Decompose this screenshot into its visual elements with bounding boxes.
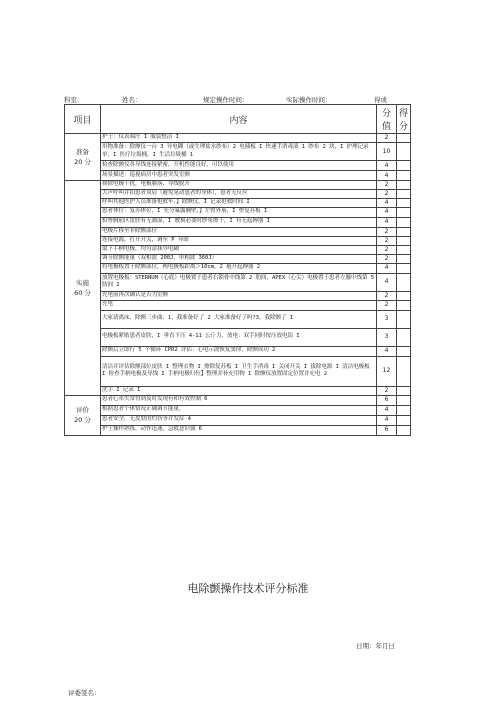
item-score-cell[interactable] bbox=[397, 217, 411, 227]
item-content: 清洁并评估除颤部位皮肤 I 整理衣物 I 擦除复苏板 I 卫生手消毒 I 关闭开关 I 拔除电源 I 清洁电极板 I 检查手柄电极及导线 I 手柄电极归位】整理并补充用物 I 除颤仪放置固定位置并充电 2 bbox=[101, 356, 377, 386]
item-points: 2 bbox=[377, 254, 397, 263]
item-score-cell[interactable] bbox=[397, 310, 411, 328]
item-content: 调节除颤能量（双相波 200J，单相波 360J） bbox=[101, 254, 377, 263]
item-content: 取下手柄电极，均匀涂抹导电糊 bbox=[101, 245, 377, 254]
item-points: 2 bbox=[377, 181, 397, 190]
item-points: 2 bbox=[377, 134, 397, 143]
item-points: 4 bbox=[377, 263, 397, 273]
item-content: 检查胸前区皮肤有无潮湿，I 敷损必要时纱布擦干，I 有无起搏器 I bbox=[101, 217, 377, 227]
item-score-cell[interactable] bbox=[397, 356, 411, 386]
col-score-header: 得分 bbox=[397, 105, 411, 134]
name-label: 姓名： bbox=[122, 96, 142, 104]
col-content-header: 内容 bbox=[101, 105, 377, 134]
item-score-cell[interactable] bbox=[397, 190, 411, 199]
table-row bbox=[65, 291, 411, 300]
item-score-cell[interactable] bbox=[397, 245, 411, 254]
item-points: 3 bbox=[377, 310, 397, 328]
item-content: 用物准备：除颤仪一台 3 导电糊（或生理盐水纱布）2 电插板 I 快速手消毒液 1 纱布 2 块，I 护理记录单，I 医疗垃圾桶，I 生活垃圾桶 1 bbox=[101, 143, 377, 161]
item-score-cell[interactable] bbox=[397, 171, 411, 181]
table-row bbox=[65, 386, 411, 395]
item-content: 检查除颤仪各导线连接紧密，开机性能良好，可以使用 bbox=[101, 161, 377, 171]
table-row bbox=[65, 227, 411, 236]
item-score-cell[interactable] bbox=[397, 328, 411, 346]
table-row bbox=[65, 181, 411, 190]
item-score-cell[interactable] bbox=[397, 254, 411, 263]
item-score-cell[interactable] bbox=[397, 161, 411, 171]
table-row bbox=[65, 395, 411, 405]
item-score-cell[interactable] bbox=[397, 236, 411, 245]
item-score-cell[interactable] bbox=[397, 300, 411, 310]
item-points: 6 bbox=[377, 395, 397, 405]
date-field: 日期：年月曰 bbox=[356, 642, 395, 650]
item-score-cell[interactable] bbox=[397, 415, 411, 425]
item-points: 2 bbox=[377, 190, 397, 199]
item-content: 除颤后立即行 5 个循环 CPR2 评估：心电示波恢复窦律，除颤成功 2 bbox=[101, 346, 377, 356]
table-row bbox=[65, 190, 411, 199]
item-content: 呼叫其他医护人员准备抢救车、】除颤仪，I 记录抢救时间 I bbox=[101, 198, 377, 207]
table-row bbox=[65, 236, 411, 245]
item-content: 患者体位：复苏体位，I 充分暴露胸壁，】左臂外展，I 垫复苏板 I bbox=[101, 207, 377, 217]
planned-time-label: 规定操作时间： bbox=[203, 96, 249, 104]
item-content: 护士：仪表端庄 I 服装整洁 I bbox=[101, 134, 377, 143]
table-row bbox=[65, 217, 411, 227]
col-points-header: 分值 bbox=[377, 105, 397, 134]
table-row bbox=[65, 207, 411, 217]
item-score-cell[interactable] bbox=[397, 273, 411, 291]
table-row bbox=[65, 310, 411, 328]
item-points: 3 bbox=[377, 328, 397, 346]
table-row bbox=[65, 273, 411, 291]
actual-time-label: 实际操作时间： bbox=[286, 96, 332, 104]
item-score-cell[interactable] bbox=[397, 263, 411, 273]
item-content: 患者心率失常得到及时发现有和有效控制 6 bbox=[101, 395, 377, 405]
score-label: 得或 bbox=[374, 96, 387, 104]
item-score-cell[interactable] bbox=[397, 291, 411, 300]
item-content: 护士操作熟练，动作迅速，急救意识强 6 bbox=[101, 425, 377, 435]
item-score-cell[interactable] bbox=[397, 143, 411, 161]
table-row bbox=[65, 415, 411, 425]
item-content: 充电 bbox=[101, 300, 377, 310]
room-label: 科室： bbox=[64, 96, 84, 104]
item-score-cell[interactable] bbox=[397, 425, 411, 435]
table-header-row bbox=[65, 105, 411, 134]
table-row bbox=[65, 134, 411, 143]
section-label: 准备 20 分 bbox=[65, 134, 101, 181]
table-row bbox=[65, 143, 411, 161]
table-row bbox=[65, 161, 411, 171]
judge-signature-field: 评委签名： bbox=[68, 689, 101, 697]
scoring-table bbox=[64, 104, 411, 436]
item-content: 洗手 I 记录 I bbox=[101, 386, 377, 395]
table-row bbox=[65, 245, 411, 254]
item-points: 6 bbox=[377, 425, 397, 435]
item-content: 充电前再次确认是否为室颤 bbox=[101, 291, 377, 300]
item-content: 电极片移至非除颤部位 bbox=[101, 227, 377, 236]
table-row bbox=[65, 405, 411, 415]
item-score-cell[interactable] bbox=[397, 405, 411, 415]
table-row bbox=[65, 263, 411, 273]
item-points: 2 bbox=[377, 300, 397, 310]
table-row bbox=[65, 171, 411, 181]
item-score-cell[interactable] bbox=[397, 346, 411, 356]
item-points: 12 bbox=[377, 356, 397, 386]
item-content: 将电极板置于除颤部位，两电极板距离＞10cm，2 避开起搏器 2 bbox=[101, 263, 377, 273]
item-content: 大家请离床，除颤三步曲：1，我准备好了 2 大家准备好了吗?3，我除颤了 I bbox=[101, 310, 377, 328]
item-content: 电极板紧贴患者皮肤，I 垂直下压 4-11 公斤力，放电：双手同时按压放电钮 I bbox=[101, 328, 377, 346]
item-points: 4 bbox=[377, 273, 397, 291]
item-points: 4 bbox=[377, 415, 397, 425]
table-row bbox=[65, 346, 411, 356]
item-score-cell[interactable] bbox=[397, 134, 411, 143]
table-row bbox=[65, 254, 411, 263]
item-points: 2 bbox=[377, 386, 397, 395]
item-points: 4 bbox=[377, 346, 397, 356]
section-label: 评价 20 分 bbox=[65, 395, 101, 435]
item-content: 连接电源，打开开关，调至 P 导联 bbox=[101, 236, 377, 245]
item-points: 2 bbox=[377, 227, 397, 236]
item-score-cell[interactable] bbox=[397, 227, 411, 236]
item-points: 4 bbox=[377, 405, 397, 415]
item-score-cell[interactable] bbox=[397, 386, 411, 395]
item-points: 4 bbox=[377, 217, 397, 227]
table-body bbox=[65, 134, 411, 436]
table-row bbox=[65, 356, 411, 386]
item-content: 大声呼叫并拍患者双肩（避免晃动患者的身体），患者无反应 bbox=[101, 190, 377, 199]
item-content: 场景描述：巡视病房中患者突发室颤 bbox=[101, 171, 377, 181]
table-row bbox=[65, 198, 411, 207]
item-points: 4 bbox=[377, 207, 397, 217]
table-row bbox=[65, 328, 411, 346]
item-score-cell[interactable] bbox=[397, 207, 411, 217]
item-points: 2 bbox=[377, 245, 397, 254]
item-points: 4 bbox=[377, 198, 397, 207]
item-content: 根据患者个体情况正确调节能量。 bbox=[101, 405, 377, 415]
document-title: 电除颤操作技术评分标准 bbox=[187, 582, 309, 595]
item-score-cell[interactable] bbox=[397, 181, 411, 190]
item-points: 4 bbox=[377, 171, 397, 181]
item-content: 排除电极干扰，电极膜落、导线脱开 bbox=[101, 181, 377, 190]
table-row bbox=[65, 425, 411, 435]
item-points: 2 bbox=[377, 291, 397, 300]
item-content: 放置电极板：STERNUM（心底）电极置于患者右锁骨中线第 2 肋间，APEX（心尖）电极置于患者左腋中线第 5 肋间 2 bbox=[101, 273, 377, 291]
item-score-cell[interactable] bbox=[397, 395, 411, 405]
item-points: 4 bbox=[377, 161, 397, 171]
section-label: 实施 60 分 bbox=[65, 181, 101, 396]
item-score-cell[interactable] bbox=[397, 198, 411, 207]
item-content: 患者安全，无皮肤的灼伤等并发症 4 bbox=[101, 415, 377, 425]
table-row bbox=[65, 300, 411, 310]
col-item-header: 项目 bbox=[65, 105, 101, 134]
item-points: 2 bbox=[377, 236, 397, 245]
item-points: 10 bbox=[377, 143, 397, 161]
